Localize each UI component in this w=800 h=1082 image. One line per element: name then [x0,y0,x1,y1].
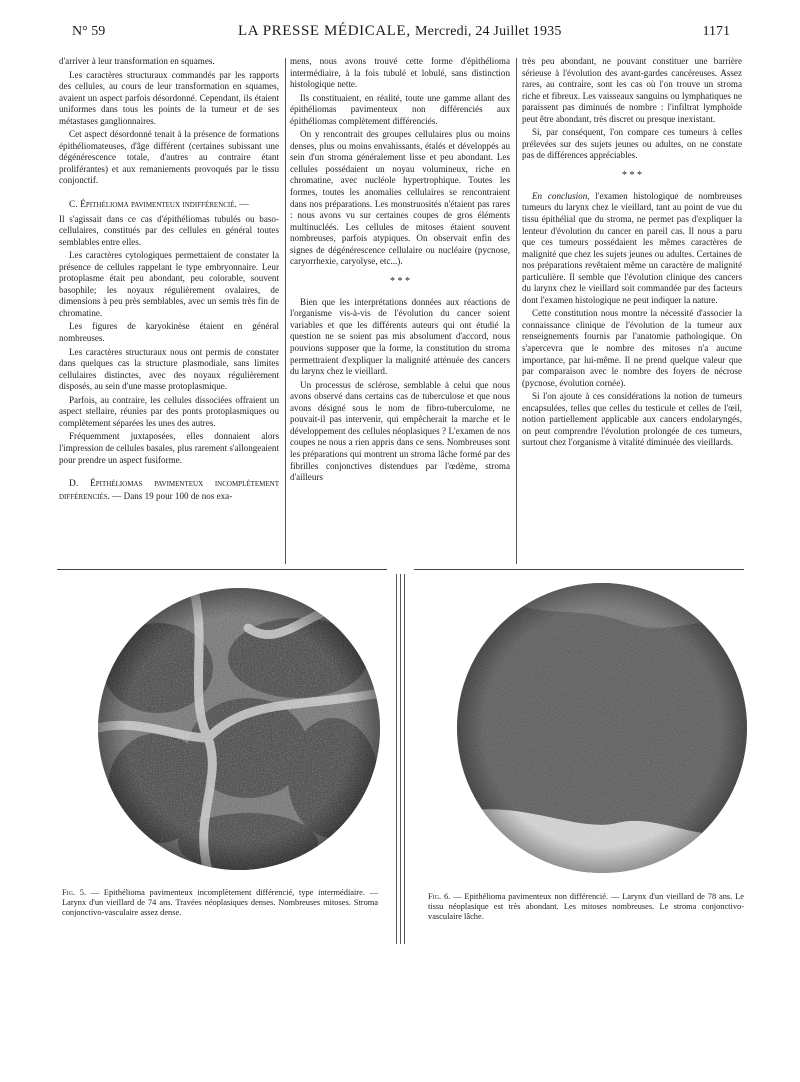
conclusion-lead: En conclusion, [532,190,590,201]
paragraph: Cet aspect désordonné tenait à la présence de formations épithéliomateuses, d'âge différent (certaines subissant une dégénérescence totale, d'autres au contraire étant proliférantes) et aux remaniements provoqués par le tissu conjonctif. [59,129,279,186]
paragraph: On y rencontrait des groupes cellulaires plus ou moins denses, plus ou moins envahissants, étalés et développés au sein d'un stroma généralement lisse et peu abondant. Les cellules possédaient un noyau volumineux, riche en chromatine, avec nucléole hypertrophique. Toutes les formes, toutes les anomalies cellulaires se rencontraient dans nos préparations. Les monstruosités n'étaient pas rares : nous avons vu sur certaines coupes de gros éléments multinucléés. Les cellules de mitoses étaient souvent nombreuses, parfois atypiques. On observait enfin des signes de dégénérescence cellulaire ou nucléaire (pycnose, caryorrhexie, caryolyse, etc...). [290,129,510,267]
figure-top-rule [57,569,387,570]
issue-date: Mercredi, 24 Juillet 1935 [415,24,562,39]
column-rule-right [516,58,517,564]
figure-5-caption [62,888,378,918]
micrograph-image [457,583,747,873]
figure-6-caption-text: — Epithélioma pavimenteux non différencié. — Larynx d'un vieillard de 78 ans. Le tissu néoplasique est très abondant. Les mitoses nombreuses. Le stroma conjonctivo-vasculaire lâche. [428,892,744,921]
paragraph: Les caractères cytologiques permettaient de constater la présence de cellules rappelant le type embryonnaire. Leur protoplasme était peu abondant, peu colorable, souvent basophile; les noyaux régulièrement ovalaires, de dimensions à peu près semblables, avec un semis très fin de chromatine. [59,250,279,318]
paragraph: Il s'agissait dans ce cas d'épithéliomas tubulés ou baso-cellulaires, constitués par des cellules en général toutes semblables entre elles. [59,213,279,247]
section-separator: * * * [390,275,410,287]
section-heading-d [59,478,279,503]
text-column-2 [290,56,510,566]
section-separator: * * * [622,169,642,181]
paragraph: Les caractères structuraux nous ont permis de constater dans quelques cas la structure plasmodiale, sans limites cellulaires distinctes, avec des noyaux régulièrement disposés, au sein d'une masse protoplasmique. [59,346,279,392]
paragraph: Cette constitution nous montre la nécessité d'associer la connaissance clinique de l'évolution de la tumeur aux renseignements fournis par l'anatomie pathologique. On s'apercevra que le nombre des mitoses n'a aucune importance, par lui-même. Il ne prend quelque valeur que par comparaison avec le nombre des foyers de nécrose (pycnose, évolution cornée). [522,308,742,388]
figure-6-label: Fig. 6. [428,892,451,901]
paragraph: Parfois, au contraire, les cellules dissociées offraient un aspect stellaire, réunies par des ponts protoplasmiques ou complètement séparées les unes des autres. [59,394,279,428]
text-column-3 [522,56,742,566]
figure-top-rule [414,569,744,570]
paragraph: Fréquemment juxtaposées, elles donnaient alors l'impression de cellules basales, plus rarement s'allongeaient pour prendre un aspect fusiforme. [59,431,279,465]
paragraph: Si l'on ajoute à ces considérations la notion de tumeurs encapsulées, telles que celles du testicule et celles de l'œil, notion partiellement applicable aux cancers endolaryngés, on peut comprendre l'évolution prolongée de ces tumeurs, surtout chez l'organisme à vitalité diminuée des vieillards. [522,391,742,448]
section-heading-c-label: C. Épithélioma pavimenteux indifférencié. — [69,200,249,211]
paragraph: Les caractères structuraux commandés par les rapports des cellules, au cours de leur transformation en squames, avaient un aspect parfois désordonné. Cependant, ils étaient uniformes dans tous les points de la tumeur et de ses métastases ganglionnaires. [59,69,279,126]
paragraph: d'arriver à leur transformation en squames. [59,56,215,66]
journal-title [238,23,562,40]
figure-6-caption [428,892,744,922]
figure-divider [400,574,401,944]
figure-5-label: Fig. 5. [62,888,87,897]
micrograph-image [98,588,380,870]
figure-divider [396,574,397,944]
section-heading-c [59,199,279,212]
paragraph: Ils constituaient, en réalité, toute une gamme allant des épithéliomas pavimenteux non différenciés aux épithéliomas complètement différenciés. [290,92,510,126]
paragraph: Si, par conséquent, l'on compare ces tumeurs à celles prélevées sur des sujets jeunes ou adultes, on ne constate pas de différences appréciables. [522,127,742,161]
paragraph-conclusion [522,191,742,306]
conclusion-text: l'examen histologique de nombreuses tumeurs du larynx chez le vieillard, tant au point de vue du tissu épithélial que du stroma, ne permet pas d'expliquer la lenteur d'évolution du cancer en pareil cas. Il nous a paru que ces tumeurs possédaient les mêmes caractères de malignité que chez les sujets jeunes ou adultes. Certaines de nos préparations revêtaient même un caractère de malignité particulière. Il semble que l'évolution clinique des cancers du larynx chez le vieillard soit commandée par des facteurs dont l'examen histologique ne peut indiquer la nature. [522,190,742,305]
figure-divider [404,574,405,944]
figure-6-micrograph [457,583,747,873]
paragraph: Les figures de karyokinèse étaient en général nombreuses. [59,321,279,344]
page-header [72,22,730,46]
section-heading-d-label: D. Épithéliomas pavimenteux incomplètement différenciés. [59,479,279,502]
paragraph: Un processus de sclérose, semblable à celui que nous avons observé dans certains cas de tuberculose et que nous avons désigné sous le nom de fibro-tuberculome, ne pouvait-il pas intervenir, qui empêcherait la marche et le développement des cellules néoplasiques ? L'examen de nos coupes ne nous a rien appris dans ce sens. Nombreuses sont les préparations qui montrent un stroma lâche formé par des fibrilles conjonctives distendues par l'œdème, stroma d'ailleurs [290,379,510,483]
paragraph: mens, nous avons trouvé cette forme d'épithélioma intermédiaire, à la fois tubulé et lobulé, sans distinction histologique nette. [290,56,510,90]
page-number: 1171 [702,24,730,39]
journal-name: LA PRESSE MÉDICALE, [238,23,411,39]
paragraph: très peu abondant, ne pouvant constituer une barrière sérieuse à l'évolution des avant-gardes cancéreuses. Assez rares, au contraire, sont les cas où l'on trouve un stroma riche et fibreux. Les vaisseaux sanguins ou lymphatiques ne paraissent pas diminués de nombre : l'infiltrat lymphoïde peut être abondant, très discret ou presque inexistant. [522,56,742,124]
figure-5-micrograph [98,588,380,870]
column-rule-left [285,58,286,564]
figure-5-caption-text: — Epithélioma pavimenteux incomplètement différencié, type intermédiaire. — Larynx d'un vieillard de 74 ans. Travées néoplasiques denses. Nombreuses mitoses. Stroma conjonctivo-vasculaire assez dense. [62,888,378,917]
section-d-text: — Dans 19 pour 100 de nos exa- [112,490,233,501]
text-column-1 [59,56,279,566]
paragraph: Bien que les interprétations données aux réactions de l'organisme vis-à-vis de l'évolution du cancer soient variables et que les différents auteurs qui ont étudié la question ne se soient pas mis absolument d'accord, nous pouvions supposer que la forme, la constitution du stroma permettraient d'expliquer la malignité atténuée des cancers du larynx chez le vieillard. [290,296,510,377]
issue-number: N° 59 [72,24,106,39]
